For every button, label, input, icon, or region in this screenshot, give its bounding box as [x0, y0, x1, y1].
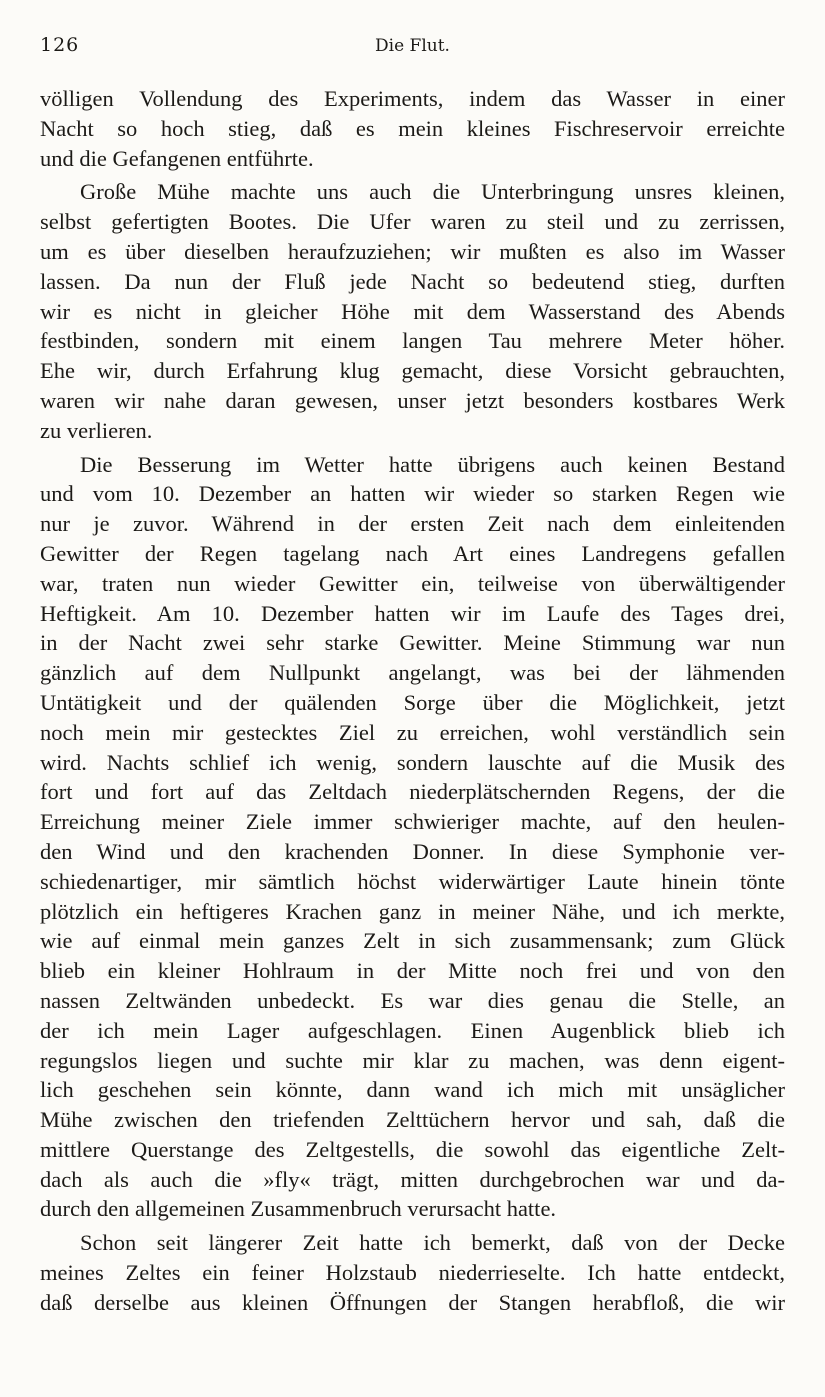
text-line: daß derselbe aus kleinen Öffnungen der Stangen herabfloß, die wir: [40, 1289, 785, 1315]
text-line: Untätigkeit und der quälenden Sorge über die Möglichkeit, jetzt: [40, 689, 785, 715]
text-line: und die Gefangenen entführte.: [40, 145, 314, 171]
text-line: Schon seit längerer Zeit hatte ich bemerkt, daß von der Decke: [80, 1230, 785, 1256]
text-line: Ehe wir, durch Erfahrung klug gemacht, diese Vorsicht gebrauchten,: [40, 358, 785, 384]
text-line: Die Besserung im Wetter hatte übrigens auch keinen Bestand: [80, 451, 785, 477]
text-line: Gewitter der Regen tagelang nach Art eines Landregens gefallen: [40, 540, 785, 566]
text-line: nassen Zeltwänden unbedeckt. Es war dies genau die Stelle, an: [40, 987, 785, 1013]
text-line: mittlere Querstange des Zeltgestells, die sowohl das eigentliche Zelt-: [40, 1136, 785, 1162]
text-line: in der Nacht zwei sehr starke Gewitter. Meine Stimmung war nun: [40, 630, 785, 656]
text-line: wir es nicht in gleicher Höhe mit dem Wasserstand des Abends: [40, 298, 785, 324]
text-line: schiedenartiger, mir sämtlich höchst widerwärtiger Laute hinein tönte: [40, 868, 785, 894]
text-line: Erreichung meiner Ziele immer schwieriger machte, auf den heulen-: [40, 809, 785, 835]
text-line: plötzlich ein heftigeres Krachen ganz in meiner Nähe, und ich merkte,: [40, 898, 785, 924]
paragraph: [40, 84, 785, 173]
text-line: Nacht so hoch stieg, daß es mein kleines Fischreservoir erreichte: [40, 115, 785, 141]
text-line: lassen. Da nun der Fluß jede Nacht so bedeutend stieg, durften: [40, 268, 785, 294]
page-header: [40, 34, 785, 62]
paragraph: [40, 450, 785, 1225]
text-line: gänzlich auf dem Nullpunkt angelangt, was bei der lähmenden: [40, 660, 785, 686]
body-text: [40, 84, 785, 1322]
text-line: fort und fort auf das Zeltdach niederplätschernden Regens, der die: [40, 779, 785, 805]
text-line: und vom 10. Dezember an hatten wir wieder so starken Regen wie: [40, 481, 785, 507]
text-line: dach als auch die »fly« trägt, mitten durchgebrochen war und da-: [40, 1166, 785, 1192]
text-line: festbinden, sondern mit einem langen Tau mehrere Meter höher.: [40, 328, 785, 354]
page-number: 126: [40, 34, 80, 56]
text-line: regungslos liegen und suchte mir klar zu machen, was denn eigent-: [40, 1047, 785, 1073]
text-line: Heftigkeit. Am 10. Dezember hatten wir im Laufe des Tages drei,: [40, 600, 785, 626]
text-line: wird. Nachts schlief ich wenig, sondern lauschte auf die Musik des: [40, 749, 785, 775]
text-line: um es über dieselben heraufzuziehen; wir mußten es also im Wasser: [40, 238, 785, 264]
text-line: zu verlieren.: [40, 417, 153, 443]
text-line: nur je zuvor. Während in der ersten Zeit nach dem einleitenden: [40, 511, 785, 537]
text-line: lich geschehen sein könnte, dann wand ich mich mit unsäglicher: [40, 1077, 785, 1103]
text-line: waren wir nahe daran gewesen, unser jetzt besonders kostbares Werk: [40, 387, 785, 413]
text-line: noch mein mir gestecktes Ziel zu erreichen, wohl verständlich sein: [40, 719, 785, 745]
text-line: der ich mein Lager aufgeschlagen. Einen Augenblick blieb ich: [40, 1017, 785, 1043]
text-line: durch den allgemeinen Zusammenbruch verursacht hatte.: [40, 1196, 557, 1222]
text-line: den Wind und den krachenden Donner. In diese Symphonie ver-: [40, 838, 785, 864]
text-line: völligen Vollendung des Experiments, indem das Wasser in einer: [40, 86, 785, 111]
running-head: Die Flut.: [375, 36, 450, 56]
text-line: Große Mühe machte uns auch die Unterbringung unsres kleinen,: [80, 179, 785, 205]
text-line: meines Zeltes ein feiner Holzstaub niederrieselte. Ich hatte entdeckt,: [40, 1260, 785, 1286]
paragraph: [40, 1228, 785, 1317]
text-line: wie auf einmal mein ganzes Zelt in sich zusammensank; zum Glück: [40, 928, 785, 954]
text-line: war, traten nun wieder Gewitter ein, teilweise von überwältigender: [40, 570, 785, 596]
paragraph: [40, 177, 785, 445]
text-line: blieb ein kleiner Hohlraum in der Mitte noch frei und von den: [40, 958, 785, 984]
text-line: Mühe zwischen den triefenden Zelttüchern hervor und sah, daß die: [40, 1107, 785, 1133]
text-line: selbst gefertigten Bootes. Die Ufer waren zu steil und zu zerrissen,: [40, 209, 785, 235]
